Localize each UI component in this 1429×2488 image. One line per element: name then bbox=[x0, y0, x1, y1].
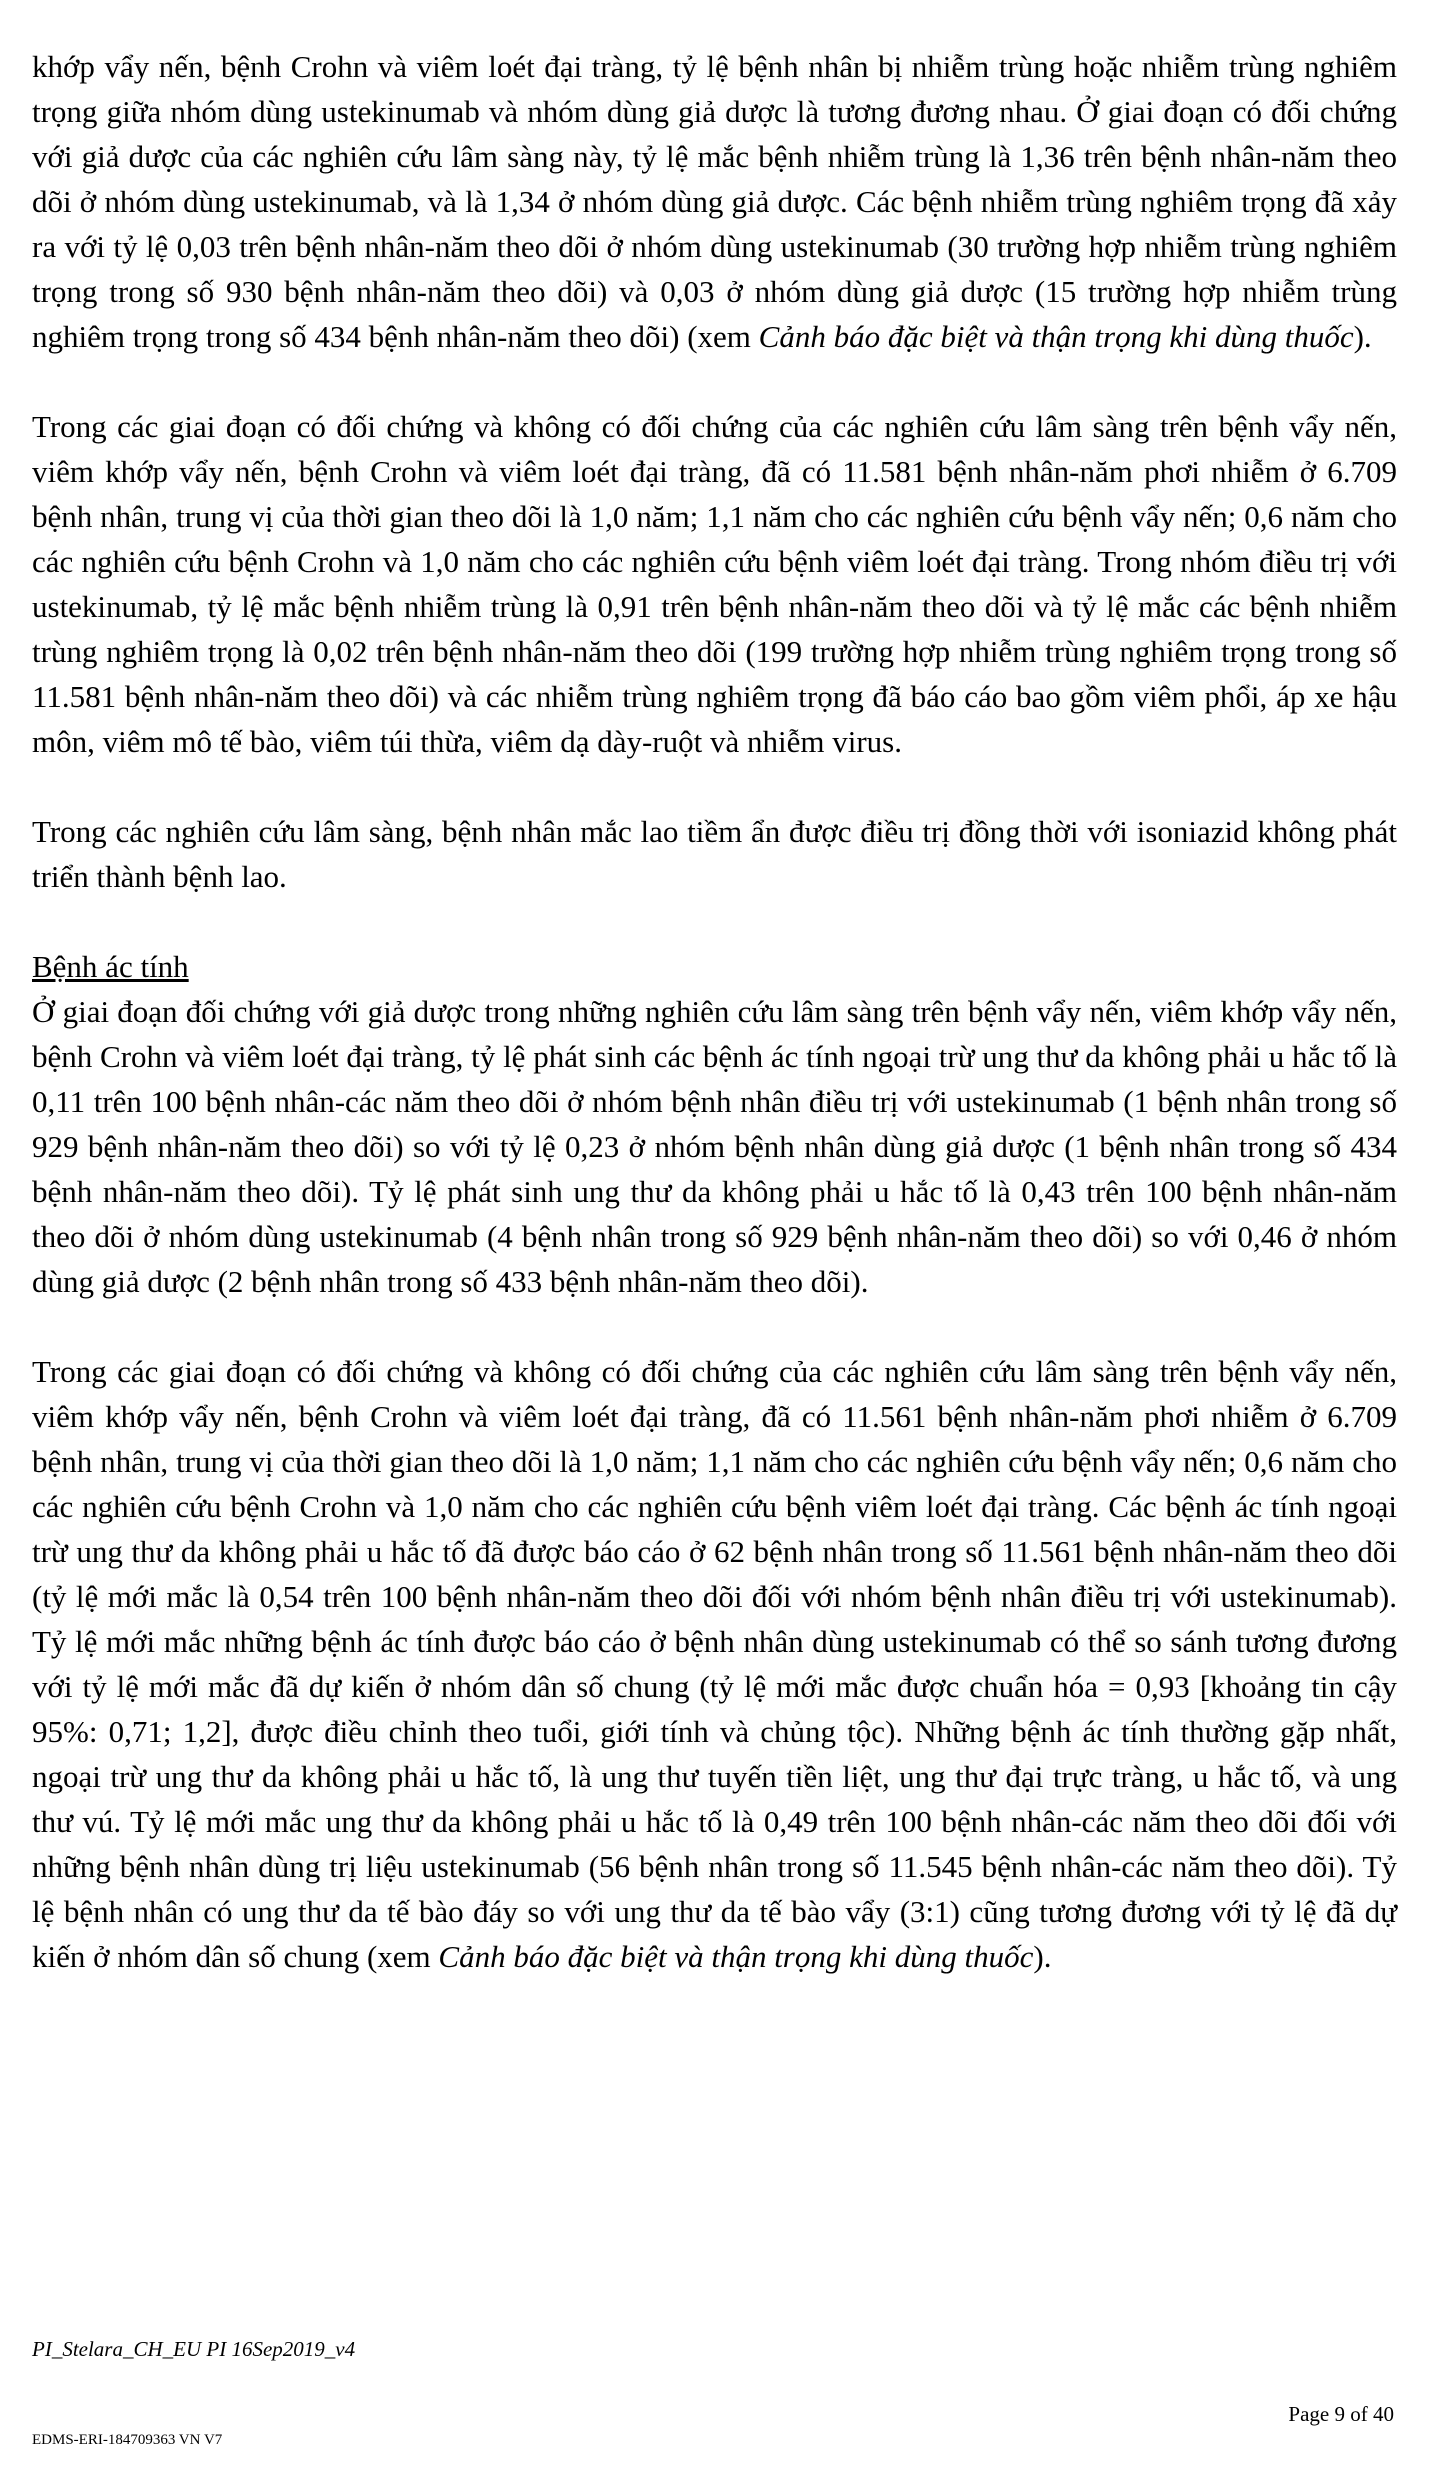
footer-document-id: PI_Stelara_CH_EU PI 16Sep2019_v4 bbox=[32, 2337, 356, 2361]
section-heading-malignancy: Bệnh ác tính bbox=[32, 949, 189, 984]
paragraph-text: khớp vẩy nến, bệnh Crohn và viêm loét đại tràng, tỷ lệ bệnh nhân bị nhiễm trùng hoặc nhiễm trùng nghiêm trọng giữa nhóm dùng ustekinumab và nhóm dùng giả dược là tương đương nhau. Ở giai đoạn có đối chứng với giả dược của các nghiên cứu lâm sàng này, tỷ lệ mắc bệnh nhiễm trùng là 1,36 trên bệnh nhân-năm theo dõi ở nhóm dùng ustekinumab, và là 1,34 ở nhóm dùng giả dược. Các bệnh nhiễm trùng nghiêm trọng đã xảy ra với tỷ lệ 0,03 trên bệnh nhân-năm theo dõi ở nhóm dùng ustekinumab (30 trường hợp nhiễm trùng nghiêm trọng trong số 930 bệnh nhân-năm theo dõi) và 0,03 ở nhóm dùng giả dược (15 trường hợp nhiễm trùng nghiêm trọng trong số 434 bệnh nhân-năm theo dõi) (xem bbox=[32, 49, 1397, 354]
paragraph-malignancy-longterm bbox=[32, 1349, 1397, 1979]
document-body bbox=[32, 44, 1397, 1979]
paragraph-end: ). bbox=[1353, 319, 1372, 354]
footer-page-number: Page 9 of 40 bbox=[1288, 2402, 1394, 2426]
paragraph-infection-placebo bbox=[32, 44, 1397, 359]
paragraph-text: Trong các giai đoạn có đối chứng và không có đối chứng của các nghiên cứu lâm sàng trên bệnh vẩy nến, viêm khớp vẩy nến, bệnh Crohn và viêm loét đại tràng, đã có 11.561 bệnh nhân-năm phơi nhiễm ở 6.709 bệnh nhân, trung vị của thời gian theo dõi là 1,0 năm; 1,1 năm cho các nghiên cứu bệnh vẩy nến; 0,6 năm cho các nghiên cứu bệnh Crohn và 1,0 năm cho các nghiên cứu bệnh viêm loét đại tràng. Các bệnh ác tính ngoại trừ ung thư da không phải u hắc tố đã được báo cáo ở 62 bệnh nhân trong số 11.561 bệnh nhân-năm theo dõi (tỷ lệ mới mắc là 0,54 trên 100 bệnh nhân-năm theo dõi đối với nhóm bệnh nhân điều trị với ustekinumab). Tỷ lệ mới mắc những bệnh ác tính được báo cáo ở bệnh nhân dùng ustekinumab có thể so sánh tương đương với tỷ lệ mới mắc đã dự kiến ở nhóm dân số chung (tỷ lệ mới mắc được chuẩn hóa = 0,93 [khoảng tin cậy 95%: 0,71; 1,2], được điều chỉnh theo tuổi, giới tính và chủng tộc). Những bệnh ác tính thường gặp nhất, ngoại trừ ung thư da không phải u hắc tố, là ung thư tuyến tiền liệt, ung thư đại trực tràng, u hắc tố, và ung thư vú. Tỷ lệ mới mắc ung thư da không phải u hắc tố là 0,49 trên 100 bệnh nhân-các năm theo dõi đối với những bệnh nhân dùng trị liệu ustekinumab (56 bệnh nhân trong số 11.545 bệnh nhân-các năm theo dõi). Tỷ lệ bệnh nhân có ung thư da tế bào đáy so với ung thư da tế bào vẩy (3:1) cũng tương đương với tỷ lệ đã dự kiến ở nhóm dân số chung (xem bbox=[32, 1354, 1397, 1974]
paragraph-infection-longterm: Trong các giai đoạn có đối chứng và không có đối chứng của các nghiên cứu lâm sàng trên bệnh vẩy nến, viêm khớp vẩy nến, bệnh Crohn và viêm loét đại tràng, đã có 11.581 bệnh nhân-năm phơi nhiễm ở 6.709 bệnh nhân, trung vị của thời gian theo dõi là 1,0 năm; 1,1 năm cho các nghiên cứu bệnh vẩy nến; 0,6 năm cho các nghiên cứu bệnh Crohn và 1,0 năm cho các nghiên cứu bệnh viêm loét đại tràng. Trong nhóm điều trị với ustekinumab, tỷ lệ mắc bệnh nhiễm trùng là 0,91 trên bệnh nhân-năm theo dõi và tỷ lệ mắc các bệnh nhiễm trùng nghiêm trọng là 0,02 trên bệnh nhân-năm theo dõi (199 trường hợp nhiễm trùng nghiêm trọng trong số 11.581 bệnh nhân-năm theo dõi) và các nhiễm trùng nghiêm trọng đã báo cáo bao gồm viêm phổi, áp xe hậu môn, viêm mô tế bào, viêm túi thừa, viêm dạ dày-ruột và nhiễm virus. bbox=[32, 409, 1397, 759]
paragraph-malignancy-placebo: Ở giai đoạn đối chứng với giả dược trong những nghiên cứu lâm sàng trên bệnh vẩy nến, viêm khớp vẩy nến, bệnh Crohn và viêm loét đại tràng, tỷ lệ phát sinh các bệnh ác tính ngoại trừ ung thư da không phải u hắc tố là 0,11 trên 100 bệnh nhân-các năm theo dõi ở nhóm bệnh nhân điều trị với ustekinumab (1 bệnh nhân trong số 929 bệnh nhân-năm theo dõi) so với tỷ lệ 0,23 ở nhóm bệnh nhân dùng giả dược (1 bệnh nhân trong số 434 bệnh nhân-năm theo dõi). Tỷ lệ phát sinh ung thư da không phải u hắc tố là 0,43 trên 100 bệnh nhân-năm theo dõi ở nhóm dùng ustekinumab (4 bệnh nhân trong số 929 bệnh nhân-năm theo dõi) so với 0,46 ở nhóm dùng giả dược (2 bệnh nhân trong số 433 bệnh nhân-năm theo dõi). bbox=[32, 994, 1397, 1299]
footer-edms-code: EDMS-ERI-184709363 VN V7 bbox=[32, 2432, 223, 2448]
cross-reference-warnings: Cảnh báo đặc biệt và thận trọng khi dùng thuốc bbox=[758, 319, 1354, 354]
cross-reference-warnings: Cảnh báo đặc biệt và thận trọng khi dùng thuốc bbox=[438, 1939, 1034, 1974]
paragraph-tuberculosis: Trong các nghiên cứu lâm sàng, bệnh nhân mắc lao tiềm ẩn được điều trị đồng thời với isoniazid không phát triển thành bệnh lao. bbox=[32, 814, 1397, 894]
paragraph-end: ). bbox=[1033, 1939, 1052, 1974]
